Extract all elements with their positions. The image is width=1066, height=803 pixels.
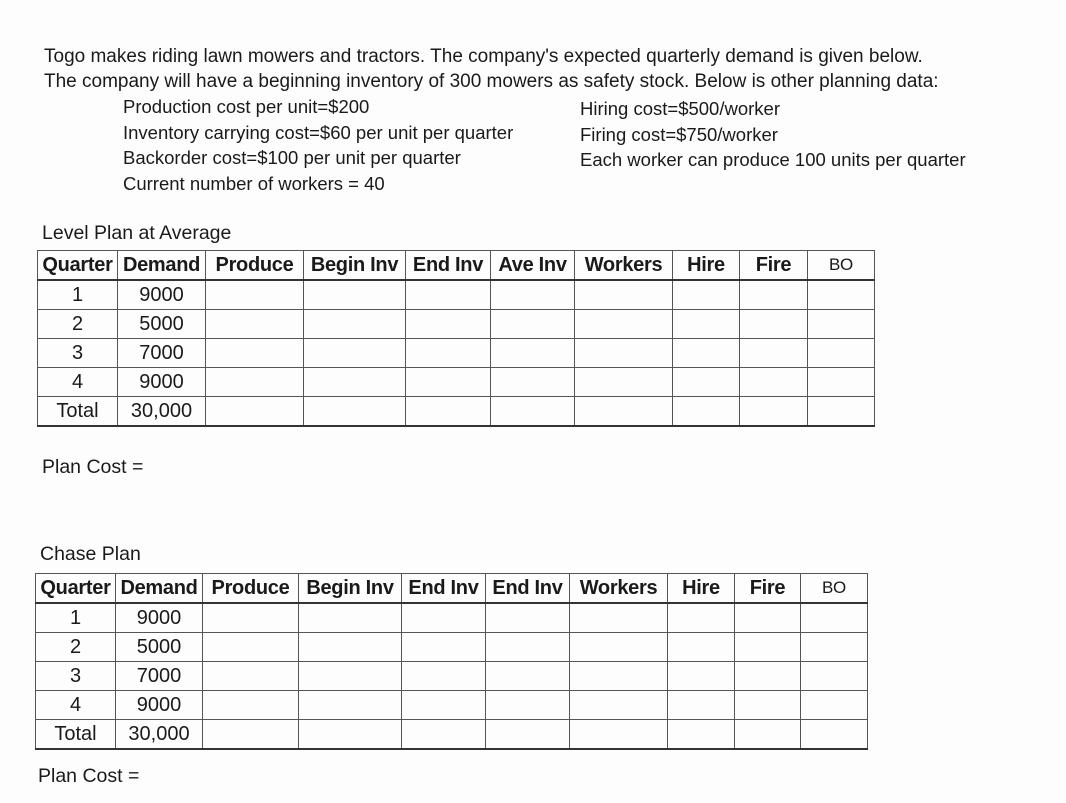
total-demand: 30,000 — [118, 397, 206, 427]
col-workers: Workers — [575, 251, 673, 281]
blank-cell[interactable] — [575, 397, 673, 427]
table-row — [38, 280, 875, 310]
table-row — [36, 603, 868, 633]
blank-cell[interactable] — [673, 280, 740, 310]
blank-cell[interactable] — [203, 633, 299, 662]
blank-cell[interactable] — [491, 368, 575, 397]
quarter-cell: 2 — [36, 633, 116, 662]
blank-cell[interactable] — [801, 603, 868, 633]
demand-cell: 9000 — [116, 691, 203, 720]
blank-cell[interactable] — [406, 310, 491, 339]
blank-cell[interactable] — [486, 662, 570, 691]
blank-cell[interactable] — [486, 720, 570, 750]
quarter-cell: 1 — [36, 603, 116, 633]
table-row — [36, 662, 868, 691]
blank-cell[interactable] — [299, 691, 402, 720]
blank-cell[interactable] — [570, 633, 668, 662]
blank-cell[interactable] — [299, 633, 402, 662]
chase-plan-title: Chase Plan — [40, 543, 141, 565]
quarter-cell: 2 — [38, 310, 118, 339]
blank-cell[interactable] — [491, 339, 575, 368]
total-demand: 30,000 — [116, 720, 203, 750]
total-row — [36, 720, 868, 750]
col-begin-inv: Begin Inv — [299, 574, 402, 604]
blank-cell[interactable] — [740, 280, 808, 310]
col-quarter: Quarter — [38, 251, 118, 281]
blank-cell[interactable] — [570, 603, 668, 633]
blank-cell[interactable] — [801, 633, 868, 662]
blank-cell[interactable] — [673, 397, 740, 427]
col-begin-inv: Begin Inv — [304, 251, 406, 281]
col-hire: Hire — [668, 574, 735, 604]
chase-plan-cost-label: Plan Cost = — [38, 765, 140, 787]
blank-cell[interactable] — [668, 633, 735, 662]
problem-statement — [44, 44, 939, 94]
demand-cell: 5000 — [118, 310, 206, 339]
blank-cell[interactable] — [808, 339, 875, 368]
demand-cell: 9000 — [118, 280, 206, 310]
table-row — [38, 339, 875, 368]
demand-cell: 7000 — [116, 662, 203, 691]
blank-cell[interactable] — [668, 691, 735, 720]
intro-line-2: The company will have a beginning inventory of 300 mowers as safety stock. Below is other planning data: — [44, 71, 939, 92]
blank-cell[interactable] — [491, 310, 575, 339]
blank-cell[interactable] — [570, 691, 668, 720]
worker-productivity: Each worker can produce 100 units per quarter — [580, 149, 966, 170]
blank-cell[interactable] — [402, 691, 486, 720]
blank-cell[interactable] — [406, 339, 491, 368]
table-row — [38, 310, 875, 339]
blank-cell[interactable] — [801, 691, 868, 720]
level-plan-table — [37, 250, 875, 427]
blank-cell[interactable] — [735, 603, 801, 633]
blank-cell[interactable] — [808, 310, 875, 339]
demand-cell: 9000 — [118, 368, 206, 397]
blank-cell[interactable] — [740, 368, 808, 397]
blank-cell[interactable] — [486, 633, 570, 662]
col-quarter: Quarter — [36, 574, 116, 604]
col-workers: Workers — [570, 574, 668, 604]
blank-cell[interactable] — [491, 280, 575, 310]
blank-cell[interactable] — [486, 603, 570, 633]
blank-cell[interactable] — [304, 339, 406, 368]
blank-cell[interactable] — [801, 720, 868, 750]
col-end-inv-2: End Inv — [486, 574, 570, 604]
chase-plan-header-row — [36, 574, 868, 604]
col-ave-inv: Ave Inv — [491, 251, 575, 281]
blank-cell[interactable] — [570, 662, 668, 691]
blank-cell[interactable] — [206, 397, 304, 427]
blank-cell[interactable] — [575, 310, 673, 339]
col-bo: BO — [808, 251, 875, 281]
current-workers: Current number of workers = 40 — [123, 172, 385, 194]
blank-cell[interactable] — [673, 310, 740, 339]
blank-cell[interactable] — [402, 603, 486, 633]
col-bo: BO — [801, 574, 868, 604]
col-produce: Produce — [203, 574, 299, 604]
blank-cell[interactable] — [740, 310, 808, 339]
blank-cell[interactable] — [206, 368, 304, 397]
production-cost: Production cost per unit=$200 — [123, 96, 370, 117]
col-demand: Demand — [118, 251, 206, 281]
blank-cell[interactable] — [575, 368, 673, 397]
level-plan-cost-label: Plan Cost = — [42, 456, 144, 478]
blank-cell[interactable] — [575, 339, 673, 368]
blank-cell[interactable] — [406, 368, 491, 397]
blank-cell[interactable] — [203, 720, 299, 750]
hiring-cost: Hiring cost=$500/worker — [580, 98, 780, 119]
col-end-inv: End Inv — [406, 251, 491, 281]
inventory-carrying-cost: Inventory carrying cost=$60 per unit per quarter — [123, 121, 514, 143]
blank-cell[interactable] — [740, 397, 808, 427]
blank-cell[interactable] — [402, 633, 486, 662]
demand-cell: 5000 — [116, 633, 203, 662]
blank-cell[interactable] — [740, 339, 808, 368]
blank-cell[interactable] — [206, 310, 304, 339]
blank-cell[interactable] — [304, 397, 406, 427]
blank-cell[interactable] — [808, 368, 875, 397]
blank-cell[interactable] — [304, 280, 406, 310]
quarter-cell: 4 — [36, 691, 116, 720]
blank-cell[interactable] — [673, 368, 740, 397]
blank-cell[interactable] — [206, 280, 304, 310]
blank-cell[interactable] — [735, 720, 801, 750]
blank-cell[interactable] — [406, 397, 491, 427]
demand-cell: 9000 — [116, 603, 203, 633]
blank-cell[interactable] — [673, 339, 740, 368]
blank-cell[interactable] — [735, 662, 801, 691]
blank-cell[interactable] — [406, 280, 491, 310]
blank-cell[interactable] — [735, 633, 801, 662]
blank-cell[interactable] — [668, 603, 735, 633]
blank-cell[interactable] — [491, 397, 575, 427]
blank-cell[interactable] — [808, 280, 875, 310]
blank-cell[interactable] — [203, 691, 299, 720]
blank-cell[interactable] — [203, 603, 299, 633]
firing-cost: Firing cost=$750/worker — [580, 123, 778, 145]
level-plan-header-row — [38, 251, 875, 281]
cost-parameters-left — [123, 94, 513, 196]
blank-cell[interactable] — [486, 691, 570, 720]
blank-cell[interactable] — [570, 720, 668, 750]
blank-cell[interactable] — [304, 310, 406, 339]
total-label: Total — [36, 720, 116, 750]
blank-cell[interactable] — [203, 662, 299, 691]
cost-parameters-right — [580, 96, 966, 173]
table-row — [36, 633, 868, 662]
col-fire: Fire — [740, 251, 808, 281]
blank-cell[interactable] — [402, 720, 486, 750]
blank-cell[interactable] — [206, 339, 304, 368]
blank-cell[interactable] — [668, 720, 735, 750]
level-plan-title: Level Plan at Average — [42, 222, 232, 244]
chase-plan-table — [35, 573, 868, 750]
blank-cell[interactable] — [299, 720, 402, 750]
quarter-cell: 3 — [36, 662, 116, 691]
demand-cell: 7000 — [118, 339, 206, 368]
col-end-inv: End Inv — [402, 574, 486, 604]
table-row — [36, 691, 868, 720]
blank-cell[interactable] — [304, 368, 406, 397]
quarter-cell: 3 — [38, 339, 118, 368]
col-hire: Hire — [673, 251, 740, 281]
total-row — [38, 397, 875, 427]
col-demand: Demand — [116, 574, 203, 604]
table-row — [38, 368, 875, 397]
intro-line-1: Togo makes riding lawn mowers and tractors. The company's expected quarterly demand is given below. — [44, 46, 923, 67]
col-fire: Fire — [735, 574, 801, 604]
blank-cell[interactable] — [575, 280, 673, 310]
blank-cell[interactable] — [808, 397, 875, 427]
blank-cell[interactable] — [299, 603, 402, 633]
blank-cell[interactable] — [402, 662, 486, 691]
blank-cell[interactable] — [299, 662, 402, 691]
backorder-cost: Backorder cost=$100 per unit per quarter — [123, 147, 461, 168]
quarter-cell: 4 — [38, 368, 118, 397]
total-label: Total — [38, 397, 118, 427]
blank-cell[interactable] — [801, 662, 868, 691]
col-produce: Produce — [206, 251, 304, 281]
blank-cell[interactable] — [735, 691, 801, 720]
quarter-cell: 1 — [38, 280, 118, 310]
blank-cell[interactable] — [668, 662, 735, 691]
